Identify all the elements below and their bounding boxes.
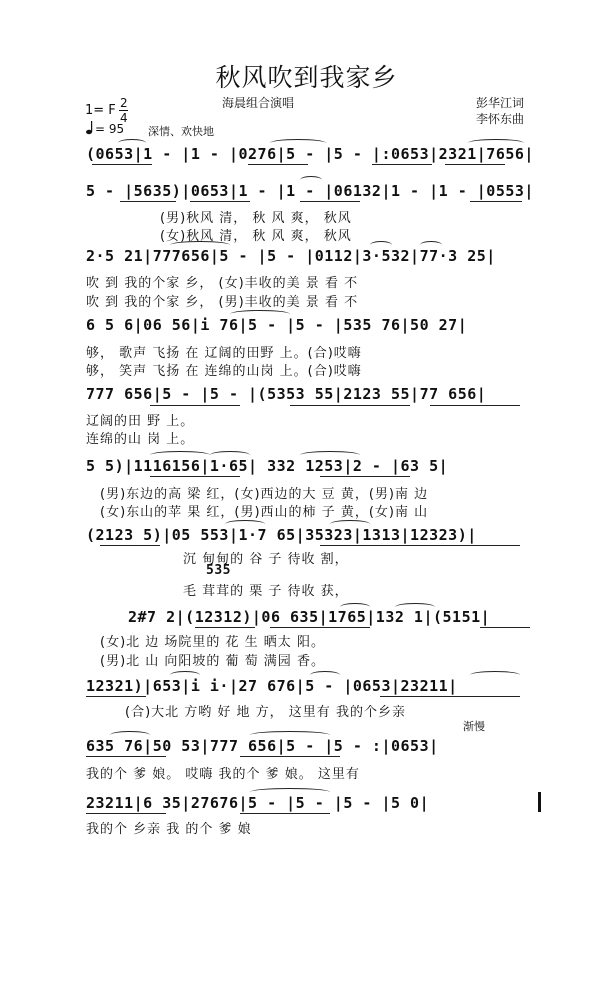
beam — [320, 545, 520, 546]
beam — [86, 813, 166, 814]
beam — [430, 405, 520, 406]
lyric-line: (合)大北 方哟 好 地 方， 这里有 我的个乡亲 — [125, 705, 406, 720]
slur — [110, 731, 150, 739]
lyric-line: 辽阔的田 野 上。 — [86, 414, 195, 429]
lyric-line: 我的个 爹 娘。 哎嗨 我的个 爹 娘。 这里有 — [86, 767, 360, 782]
notation-line-3: 2·5 21|777656|5 - |5 - |0112|3·532|77·3 25| — [86, 247, 496, 265]
beam — [150, 476, 240, 477]
slur — [118, 139, 146, 147]
beam — [290, 405, 410, 406]
beam — [240, 813, 330, 814]
quarter-note-icon — [86, 120, 94, 140]
expression-mark: 深情、欢快地 — [148, 125, 214, 138]
slur — [230, 310, 290, 318]
beam — [150, 405, 240, 406]
beam — [86, 756, 166, 757]
slur — [270, 139, 326, 147]
ritardando-mark: 渐慢 — [463, 720, 485, 733]
lyric-line: (男)秋风 清， 秋 风 爽， 秋风 — [160, 211, 352, 226]
final-barline — [538, 792, 541, 812]
slur — [468, 139, 524, 147]
beam — [92, 164, 152, 165]
lyric-line: 吹 到 我的个家 乡， (女)丰收的美 景 看 不 — [86, 276, 359, 291]
slur — [170, 671, 200, 679]
notation-line-11: 23211|6 35|27676|5 - |5 - |5 - |5 0| — [86, 794, 430, 812]
slur — [210, 451, 250, 459]
notation-line-1: (0653|1 - |1 - |0276|5 - |5 - |:0653|2321|7656| — [86, 145, 534, 163]
lyric-line: (女)秋风 清， 秋 风 爽， 秋风 — [160, 229, 352, 244]
lyric-line: (男)北 山 向阳坡的 葡 萄 满园 香。 — [100, 654, 325, 669]
lyricist: 彭华江词 — [476, 96, 525, 110]
beam — [86, 696, 146, 697]
lyric-line: 吹 到 我的个家 乡， (男)丰收的美 景 看 不 — [86, 295, 359, 310]
notation-line-6: 5 5)|1116156|1·65| 332 1253|2 - |63 5| — [86, 457, 449, 475]
lyric-line: (女)北 边 场院里的 花 生 晒太 阳。 — [100, 635, 325, 650]
beam — [300, 201, 360, 202]
beam — [372, 164, 432, 165]
lyric-line: 连绵的山 岗 上。 — [86, 432, 195, 447]
song-title: 秋风吹到我家乡 — [215, 63, 398, 92]
slur — [340, 603, 370, 611]
lyric-line: 沉 甸甸的 谷 子 待收 割， — [183, 552, 349, 567]
slur — [395, 603, 435, 611]
lyric-line: 我的个 乡亲 我 的个 爹 娘 — [86, 822, 252, 837]
lyric-line: 够， 歌声 飞扬 在 辽阔的田野 上。(合)哎嗨 — [86, 346, 362, 361]
notation-line-4: 6 5 6|06 56|i 76|5 - |5 - |535 76|50 27| — [86, 316, 468, 334]
lyric-line: 够， 笑声 飞扬 在 连绵的山岗 上。(合)哎嗨 — [86, 364, 362, 379]
lyric-line: 毛 茸茸的 栗 子 待收 获， — [183, 584, 349, 599]
tempo: = 95 — [95, 122, 125, 136]
slur — [420, 241, 442, 249]
composer: 李怀东曲 — [476, 112, 525, 126]
beam — [195, 627, 255, 628]
slur — [150, 451, 210, 459]
slur — [310, 671, 340, 679]
beam — [240, 756, 340, 757]
beam — [100, 545, 160, 546]
performer: 海晨组合演唱 — [222, 96, 295, 110]
notation-line-5: 777 656|5 - |5 - |(5353 55|2123 55|77 656| — [86, 385, 487, 403]
beam — [248, 164, 308, 165]
slur — [370, 241, 392, 249]
slur — [300, 176, 322, 184]
slur — [170, 241, 230, 249]
beam — [190, 201, 250, 202]
notation-line-10: 635 76|50 53|777 656|5 - |5 - :|0653| — [86, 737, 439, 755]
beam — [470, 201, 522, 202]
slur — [470, 671, 520, 679]
beam — [380, 696, 520, 697]
slur — [330, 520, 370, 528]
slur — [225, 520, 265, 528]
beam — [445, 164, 505, 165]
slur — [250, 788, 330, 796]
lyric-line: (男)东边的高 梁 红，(女)西边的大 豆 黄，(男)南 边 — [100, 487, 429, 502]
meter-bottom: 4 — [120, 111, 128, 125]
slur — [300, 451, 360, 459]
notation-line-2: 5 - |5635)|0653|1 - |1 - |06132|1 - |1 - |0553| — [86, 182, 534, 200]
beam — [480, 627, 530, 628]
lyric-line: (女)东山的苹 果 红，(男)西山的柿 子 黄，(女)南 山 — [100, 505, 429, 520]
key-signature: 1= F — [85, 103, 116, 118]
notation-line-8: 2#7 2|(12312)|06 635|1765|132 1|(5151| — [128, 608, 491, 626]
slur — [250, 731, 330, 739]
notation-line-9: 12321)|653|i i·|27 676|5 - |0653|23211| — [86, 677, 458, 695]
beam — [120, 201, 176, 202]
beam — [320, 476, 410, 477]
alt-notes: 535 — [206, 563, 231, 578]
meter-top: 2 — [120, 96, 128, 110]
notation-line-7: (2123 5)|05 553|1·7 65|35323|1313|12323)| — [86, 526, 477, 544]
beam — [270, 627, 370, 628]
